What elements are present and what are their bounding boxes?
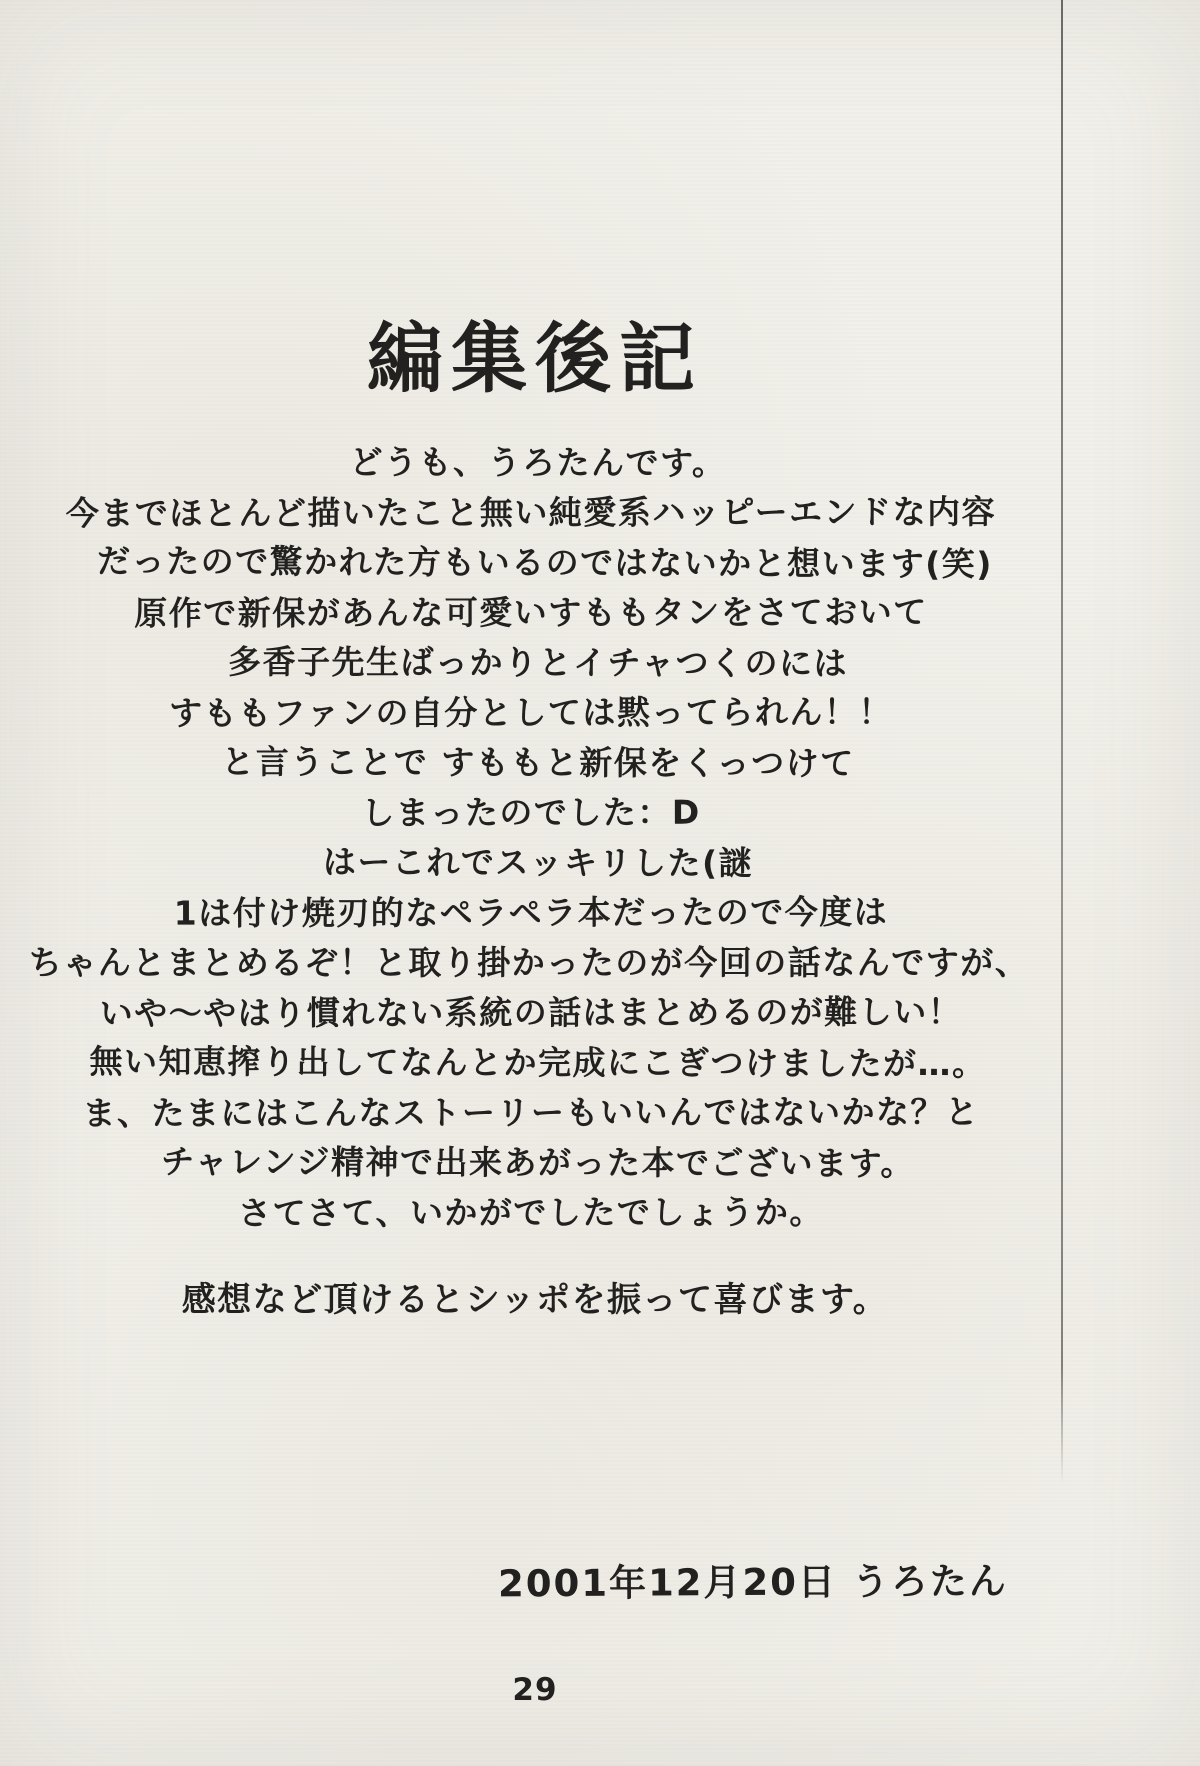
page-title: 編集後記: [367, 314, 703, 403]
feedback-request-line: 感想など頂けるとシッポを振って喜びます。: [181, 1280, 889, 1320]
afterword-body: [0, 438, 1070, 1238]
body-line: と言うことで すももと新保をくっつけて: [221, 742, 855, 783]
body-line: 原作で新保があんな可愛いすももタンをさておいて: [134, 592, 928, 633]
body-line: 今までほとんど描いたこと無い純愛系ハッピーエンドな内容: [65, 492, 997, 533]
body-line: 1は付け焼刃的なペラペラ本だったので今度は: [173, 892, 889, 933]
body-line: はーこれでスッキリした(謎: [322, 842, 754, 883]
body-line: ちゃんとまとめるぞ！と取り掛かったのが今回の話なんですが、: [28, 943, 1030, 982]
body-line: しまったのでした：D: [361, 792, 701, 833]
body-line: 無い知恵搾り出してなんとか完成にこぎつけましたが…。: [89, 1041, 987, 1084]
body-line: いや〜やはり慣れない系統の話はまとめるのが難しい！: [99, 992, 963, 1033]
body-line: ま、たまにはこんなストーリーもいいんではないかな？と: [82, 1092, 980, 1133]
scan-binding-edge-line: [1061, 0, 1063, 1484]
page-number: 29: [512, 1672, 558, 1708]
body-line: さてさて、いかがでしたでしょうか。: [238, 1192, 824, 1233]
body-line: 多香子先生ばっかりとイチャつくのには: [227, 642, 849, 683]
body-line: チャレンジ精神で出来あがった本でございます。: [161, 1142, 915, 1183]
body-line: どうも、うろたんです。: [349, 442, 727, 483]
date-signature-line: 2001年12月20日 うろたん: [497, 1559, 1008, 1606]
body-line: すももファンの自分としては黙ってられん！！: [169, 692, 893, 733]
body-line: だったので驚かれた方もいるのではないかと想います(笑): [97, 541, 993, 584]
